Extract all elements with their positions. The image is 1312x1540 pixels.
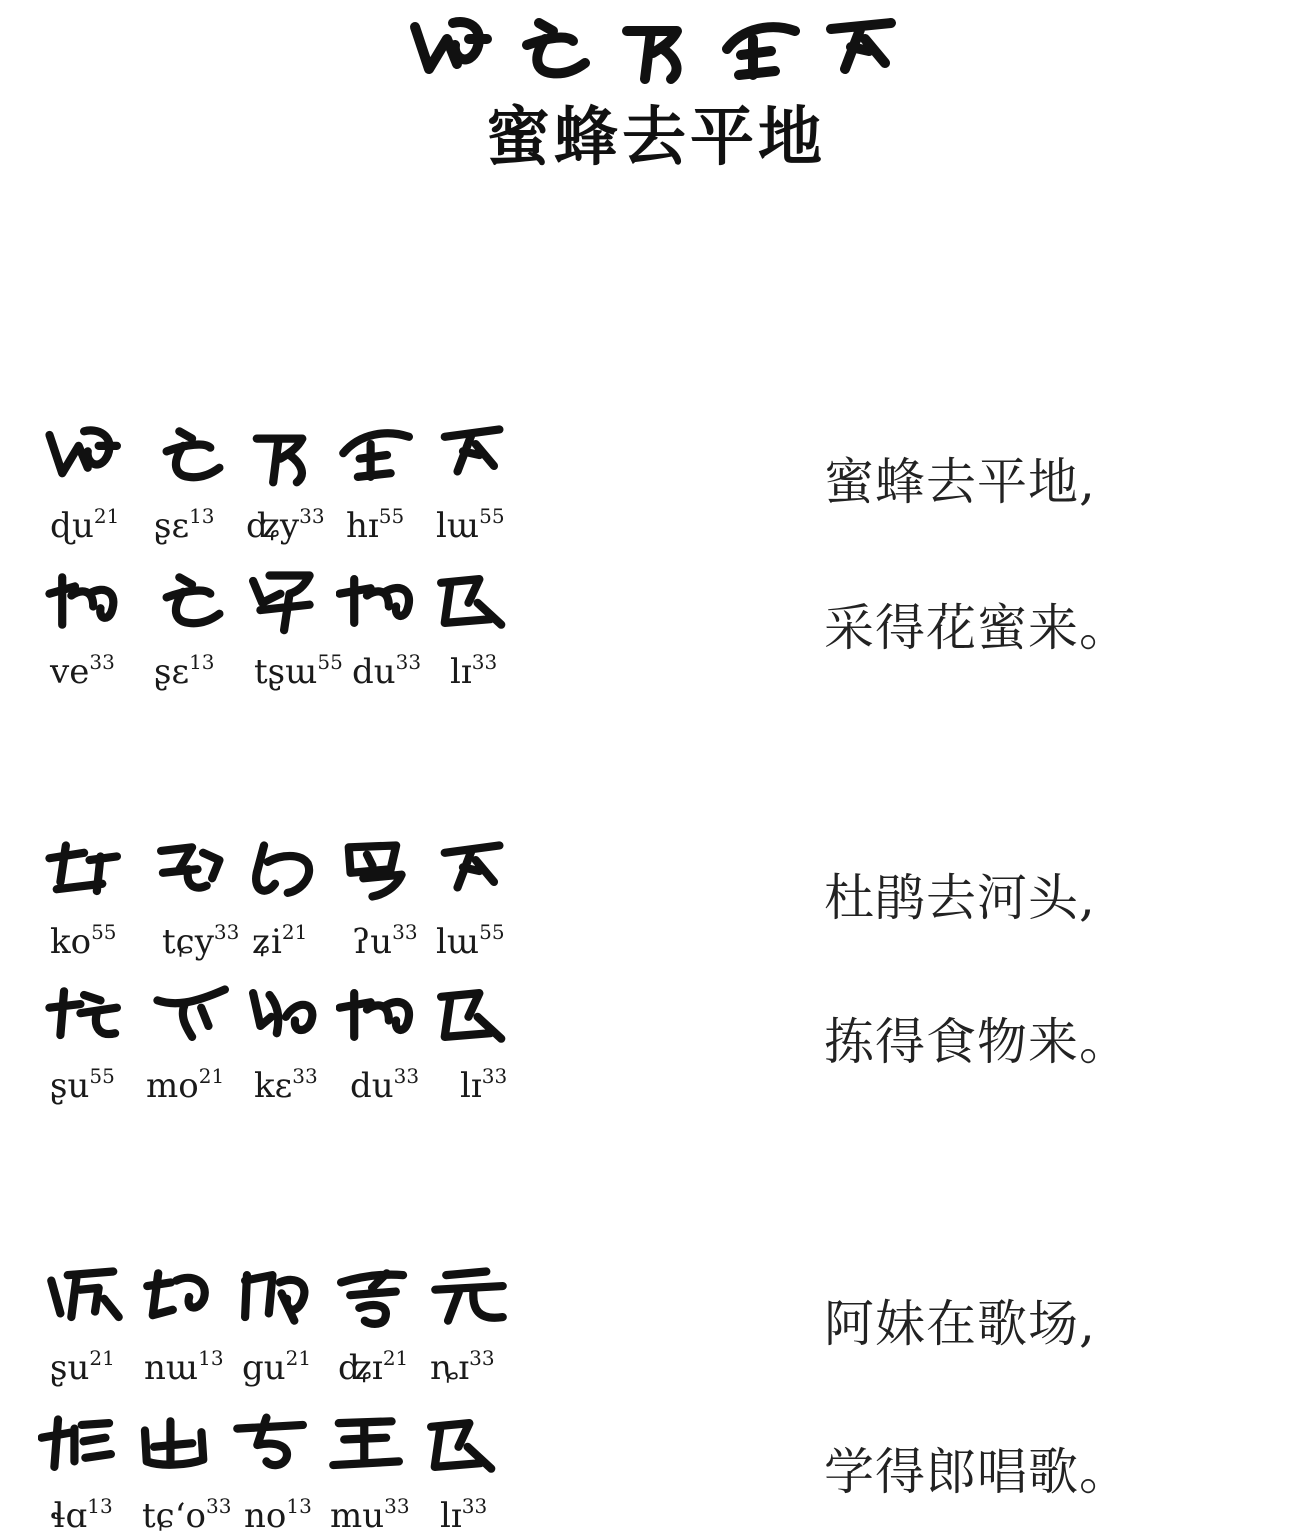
verse-line bbox=[0, 1262, 1312, 1392]
yi-glyph bbox=[432, 980, 514, 1050]
ipa-syllable: lɪ$^{33}$ bbox=[460, 1064, 508, 1106]
yi-glyph bbox=[140, 1262, 222, 1332]
yi-glyph bbox=[508, 9, 600, 89]
yi-glyph bbox=[814, 9, 906, 89]
ipa-syllable: ʂɛ$^{13}$ bbox=[154, 504, 215, 546]
ipa-syllable: ʂu$^{21}$ bbox=[50, 1346, 115, 1388]
title-chinese: 蜜蜂去平地 bbox=[486, 101, 826, 175]
yi-glyph bbox=[332, 1262, 414, 1332]
ipa-syllable: tɕy$^{33}$ bbox=[162, 920, 240, 962]
ipa-syllable: ʥɪ$^{21}$ bbox=[338, 1346, 409, 1388]
chinese-translation: 采得花蜜来。 bbox=[824, 599, 1130, 657]
yi-glyph bbox=[422, 1410, 504, 1480]
ipa-syllable: $du^{33}$ bbox=[350, 1064, 420, 1106]
ipa-syllable: ɬɑ$^{13}$ bbox=[50, 1494, 113, 1536]
ipa-syllable: tɕʻo$^{33}$ bbox=[142, 1494, 232, 1536]
yi-glyph bbox=[336, 836, 418, 906]
ipa-syllable: lɯ$^{55}$ bbox=[436, 920, 505, 962]
chinese-translation: 学得郎唱歌。 bbox=[824, 1443, 1130, 1501]
ipa-syllable: ʂɛ$^{13}$ bbox=[154, 650, 215, 692]
yi-glyph bbox=[44, 420, 126, 490]
title-yi-script bbox=[406, 6, 906, 92]
yi-glyph bbox=[712, 9, 804, 89]
yi-glyph bbox=[244, 566, 326, 636]
yi-glyph bbox=[236, 1262, 318, 1332]
ipa-syllable: ʔu$^{33}$ bbox=[352, 920, 418, 962]
ipa-syllable: $mu^{33}$ bbox=[330, 1494, 410, 1536]
yi-glyph bbox=[152, 980, 234, 1050]
yi-glyph bbox=[230, 1410, 312, 1480]
title-block bbox=[0, 6, 1312, 183]
yi-glyph bbox=[134, 1410, 216, 1480]
ipa-syllable: hɪ$^{55}$ bbox=[346, 504, 405, 546]
yi-glyph bbox=[406, 9, 498, 89]
ipa-syllable: $ko^{55}$ bbox=[50, 920, 117, 962]
ipa-syllable: ʥy$^{33}$ bbox=[246, 504, 325, 546]
yi-glyph bbox=[152, 566, 234, 636]
ipa-syllable: $gu^{21}$ bbox=[242, 1346, 312, 1388]
yi-glyph bbox=[44, 1262, 126, 1332]
ipa-syllable: nɯ$^{13}$ bbox=[144, 1346, 224, 1388]
yi-glyph bbox=[244, 836, 326, 906]
yi-glyph bbox=[44, 836, 126, 906]
yi-glyph bbox=[336, 566, 418, 636]
yi-glyph bbox=[432, 420, 514, 490]
yi-glyph bbox=[326, 1410, 408, 1480]
verse-line bbox=[0, 566, 1312, 696]
ipa-syllable: tʂɯ$^{55}$ bbox=[254, 650, 343, 692]
yi-glyph bbox=[610, 9, 702, 89]
ipa-syllable: $ve^{33}$ bbox=[50, 650, 115, 692]
ipa-syllable: $no^{13}$ bbox=[244, 1494, 312, 1536]
verse-line bbox=[0, 420, 1312, 550]
ipa-syllable: lɪ$^{33}$ bbox=[440, 1494, 488, 1536]
yi-glyph bbox=[432, 566, 514, 636]
yi-glyph bbox=[244, 980, 326, 1050]
yi-glyph bbox=[432, 836, 514, 906]
ipa-syllable: ɖu$^{21}$ bbox=[50, 504, 120, 546]
verse-line bbox=[0, 836, 1312, 966]
chinese-translation: 蜜蜂去平地, bbox=[824, 453, 1096, 511]
yi-glyph bbox=[336, 980, 418, 1050]
ipa-syllable: ʑi$^{21}$ bbox=[252, 920, 308, 962]
ipa-syllable: lɪ$^{33}$ bbox=[450, 650, 498, 692]
ipa-syllable: ʂu$^{55}$ bbox=[50, 1064, 115, 1106]
verse-line bbox=[0, 980, 1312, 1110]
ipa-syllable: $mo^{21}$ bbox=[146, 1064, 225, 1106]
ipa-syllable: $du^{33}$ bbox=[352, 650, 422, 692]
chinese-translation: 拣得食物来。 bbox=[824, 1013, 1130, 1071]
ipa-syllable: lɯ$^{55}$ bbox=[436, 504, 505, 546]
yi-glyph bbox=[152, 420, 234, 490]
chinese-translation: 杜鹃去河头, bbox=[824, 869, 1096, 927]
ipa-syllable: ȵɪ$^{33}$ bbox=[430, 1346, 495, 1388]
yi-glyph bbox=[152, 836, 234, 906]
yi-glyph bbox=[428, 1262, 510, 1332]
yi-glyph bbox=[44, 566, 126, 636]
yi-glyph bbox=[38, 1410, 120, 1480]
yi-glyph bbox=[336, 420, 418, 490]
chinese-translation: 阿妹在歌场, bbox=[824, 1295, 1096, 1353]
ipa-syllable: kɛ$^{33}$ bbox=[254, 1064, 318, 1106]
yi-glyph bbox=[44, 980, 126, 1050]
yi-glyph bbox=[244, 420, 326, 490]
